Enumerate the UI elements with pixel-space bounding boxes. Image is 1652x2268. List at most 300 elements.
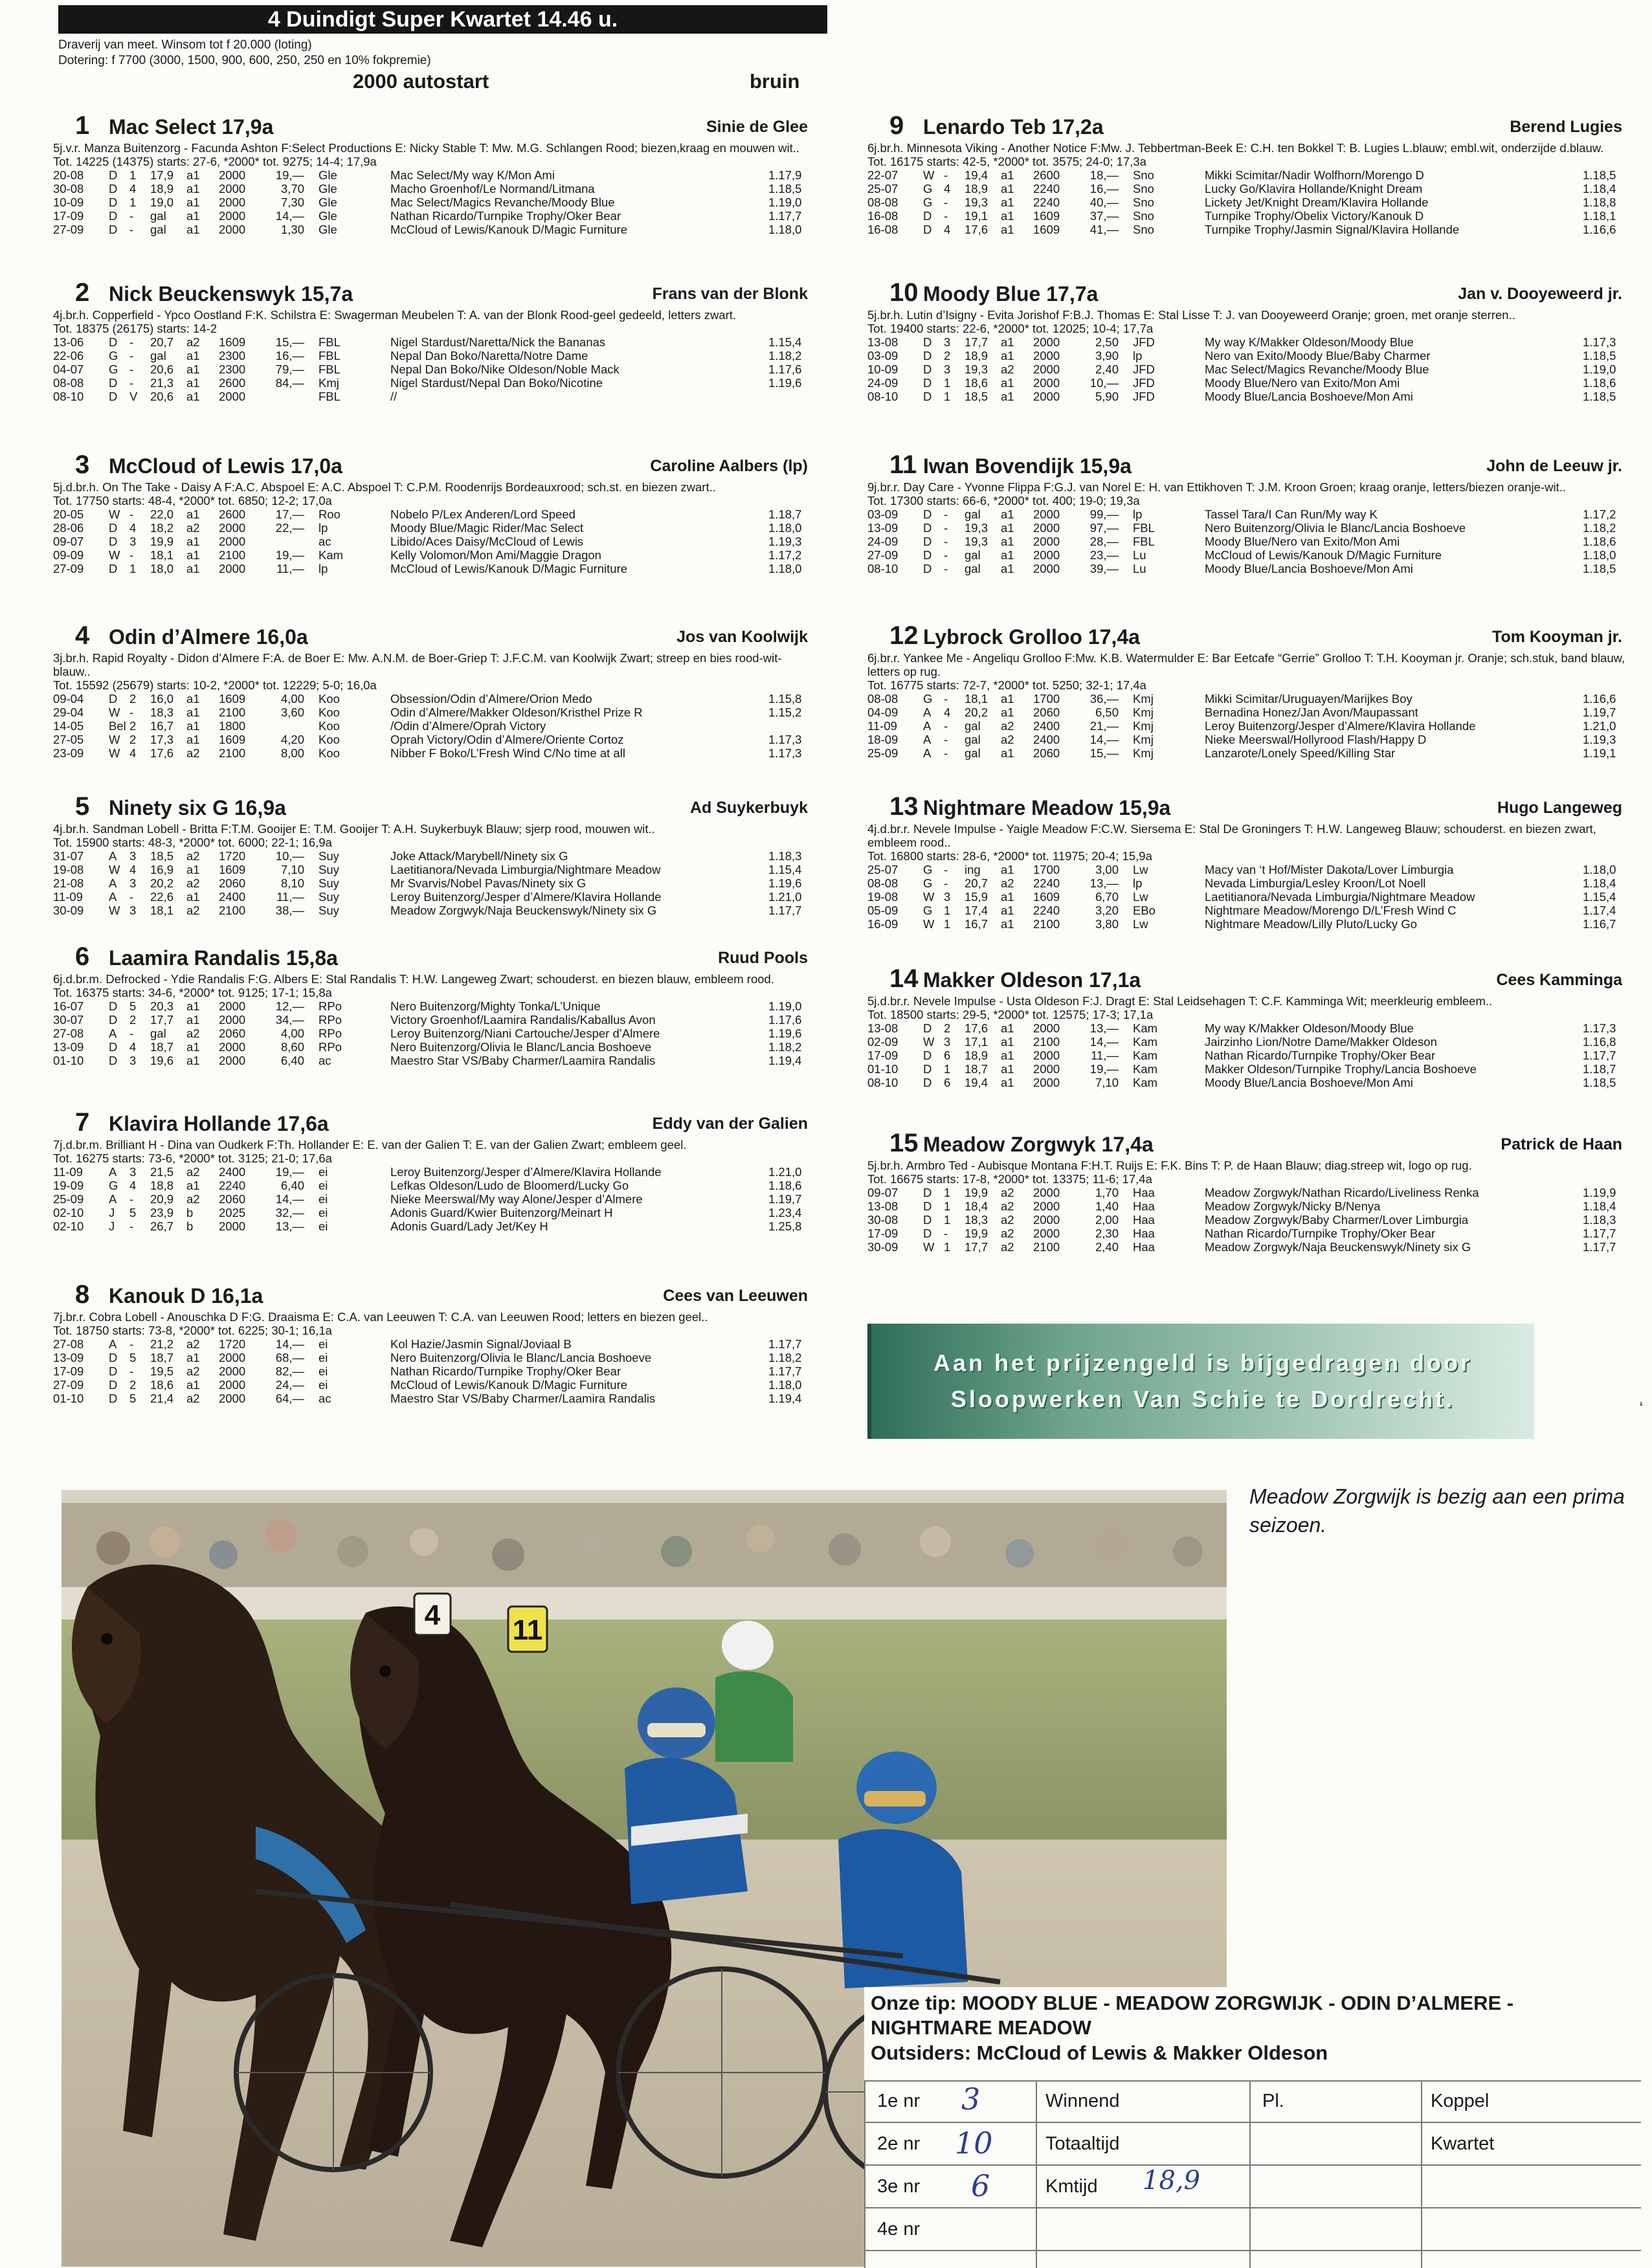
result-cell: a1 [1001, 521, 1014, 535]
result-cell: W [923, 1035, 935, 1049]
result-cell: 3,70 [280, 182, 304, 195]
result-cell: 1 [944, 904, 951, 917]
result-cell: 2240 [1033, 195, 1060, 209]
result-row [866, 349, 1630, 362]
horse-name: McCloud of Lewis 17,0a [109, 454, 342, 478]
result-cell: 17-09 [53, 209, 84, 223]
result-cell: Kam [1133, 1049, 1158, 1062]
result-cell: 20,2 [965, 706, 988, 719]
result-cell: Gle [318, 182, 337, 195]
result-cell: 1 [129, 168, 137, 182]
result-cell: gal [965, 719, 981, 733]
result-cell: a1 [1001, 335, 1014, 349]
result-cell: RPo [318, 999, 342, 1013]
horse-totals: Tot. 17300 starts: 66-6, *2000* tot. 400; 19-0; 19,3a [867, 494, 1140, 507]
result-row [52, 1351, 816, 1364]
result-cell: Makker Oldeson/Turnpike Trophy/Lancia Boshoeve [1205, 1062, 1477, 1076]
result-cell: 4 [129, 1179, 137, 1192]
horse-totals: Tot. 16175 starts: 42-5, *2000* tot. 3575; 24-0; 17,3a [867, 155, 1146, 168]
result-cell: gal [965, 733, 981, 746]
result-cell: Meadow Zorgwyk/Baby Charmer/Lover Limburgia [1205, 1213, 1469, 1227]
result-cell: 27-08 [53, 1027, 84, 1040]
result-cell: Sno [1133, 195, 1154, 209]
result-cell: Nathan Ricardo/Turnpike Trophy/Oker Bear [390, 209, 621, 223]
result-cell: 1.17,6 [768, 1013, 802, 1027]
result-cell: 17,7 [150, 1013, 174, 1027]
result-cell: 19,— [1089, 1062, 1119, 1076]
driver-name: Eddy van der Galien [652, 1115, 808, 1133]
result-cell: 2000 [219, 562, 246, 575]
result-cell: Koo [318, 719, 340, 733]
result-cell: 1609 [219, 692, 246, 706]
horse-header [52, 621, 816, 651]
horse-name: Meadow Zorgwyk 17,4a [923, 1133, 1154, 1156]
result-cell: 2 [129, 692, 137, 706]
result-cell: 14,— [1089, 1035, 1119, 1049]
horse-entry [52, 942, 816, 1067]
result-cell: a1 [1001, 692, 1014, 706]
result-cell: 14-05 [53, 719, 84, 733]
result-cell: 1.19,9 [1583, 1186, 1616, 1199]
race-tip: Onze tip: MOODY BLUE - MEADOW ZORGWIJK - ODIN D’ALMERE - NIGHTMARE MEADOW [871, 1992, 1514, 2039]
result-cell: 14,— [1089, 733, 1119, 746]
result-cell: 18,5 [150, 849, 174, 863]
result-row [52, 849, 816, 863]
result-row [866, 706, 1630, 719]
result-cell: D [109, 999, 118, 1013]
result-cell: 1.17,7 [1583, 1049, 1616, 1062]
result-cell: 01-10 [53, 1392, 84, 1405]
driver-name: Frans van der Blonk [652, 285, 808, 303]
result-cell: Haa [1133, 1227, 1155, 1240]
result-row [866, 719, 1630, 733]
result-cell: 3,90 [1095, 349, 1119, 362]
result-cell: 19,4 [965, 168, 988, 182]
result-cell: 2000 [1033, 548, 1060, 562]
result-row [52, 890, 816, 904]
result-row [52, 349, 816, 362]
result-cell: 1.23,4 [768, 1206, 802, 1219]
handwritten-first: 3 [961, 2082, 981, 2117]
result-cell: a2 [186, 1392, 200, 1405]
form-pl-label: Pl. [1262, 2091, 1284, 2111]
result-cell: 19,0 [150, 195, 174, 209]
result-cell: 13-06 [53, 335, 84, 349]
result-cell: D [109, 535, 118, 548]
result-cell: RPo [318, 1027, 342, 1040]
result-cell: 5 [129, 999, 137, 1013]
result-cell: D [109, 1378, 118, 1392]
result-cell: a1 [186, 1378, 200, 1392]
result-cell: 2300 [219, 362, 246, 376]
result-cell: 18,1 [150, 904, 174, 917]
start-type: 2000 autostart [353, 70, 489, 93]
result-cell: - [129, 507, 134, 521]
horse-name: Nick Beuckenswyk 15,7a [109, 282, 353, 306]
result-cell: Kam [318, 548, 344, 562]
result-cell: 2 [129, 1378, 137, 1392]
result-cell: 18,7 [150, 1040, 174, 1054]
result-row [52, 168, 816, 182]
result-cell: A [109, 849, 117, 863]
result-cell: /Odin d’Almere/Oprah Victory [390, 719, 546, 733]
result-cell: 2100 [219, 706, 246, 719]
result-cell: 16,7 [150, 719, 174, 733]
result-cell: D [109, 209, 118, 223]
result-cell: 2060 [219, 1192, 246, 1206]
horse-number: 8 [75, 1280, 90, 1309]
race-condition-line: Draverij van meet. Winsom tot f 20.000 (loting) [58, 38, 312, 52]
result-cell: JFD [1133, 335, 1155, 349]
result-cell: 18,6 [965, 376, 988, 390]
horse-pedigree: 5j.br.h. Lutin d’Isigny - Evita Jorishof F:B.J. Thomas E: Stal Lisse T: J. van Dooyeweerd Oranje; groen, met oranje sterren.. [867, 308, 1515, 322]
result-cell: D [923, 1199, 932, 1213]
result-cell: 20,7 [150, 335, 174, 349]
result-cell: 2025 [219, 1206, 246, 1219]
result-cell: 2000 [1033, 1186, 1060, 1199]
result-cell: 1.18,4 [1583, 182, 1616, 195]
result-cell: Sno [1133, 209, 1154, 223]
result-cell: FBL [318, 349, 340, 362]
result-cell: 7,30 [280, 195, 304, 209]
result-cell: D [923, 562, 932, 575]
result-cell: 24-09 [867, 376, 899, 390]
result-cell: Bernadina Honez/Jan Avon/Maupassant [1205, 706, 1418, 719]
result-cell: a1 [1001, 376, 1014, 390]
result-cell: Libido/Aces Daisy/McCloud of Lewis [390, 535, 584, 548]
result-cell: 10-09 [53, 195, 84, 209]
result-cell: 18,7 [965, 1062, 988, 1076]
race-dotation-line: Dotering: f 7700 (3000, 1500, 900, 600, 250, 250 en 10% fokpremie) [58, 54, 431, 67]
result-cell: - [129, 349, 134, 362]
horse-entry [866, 964, 1630, 1089]
horse-pedigree: 9j.br.r. Day Care - Yvonne Flippa F:G.J. van Norel E: H. van Ettikhoven T: J.M. Kroon Groen; kraag oranje, letters/biezen oranje-wit.. [867, 480, 1566, 494]
result-cell: a1 [186, 999, 200, 1013]
result-cell: 2000 [1033, 507, 1060, 521]
result-cell: a1 [1001, 1049, 1014, 1062]
result-cell: D [923, 390, 932, 403]
result-cell: 27-09 [867, 548, 899, 562]
result-cell: D [923, 521, 932, 535]
result-cell: 2,00 [1095, 1213, 1119, 1227]
result-cell: 21,2 [150, 1337, 174, 1351]
result-cell: 99,— [1089, 507, 1119, 521]
result-cell: 1.18,5 [1583, 562, 1616, 575]
result-cell: Lw [1133, 917, 1148, 931]
horse-totals: Tot. 14225 (14375) starts: 27-6, *2000* tot. 9275; 14-4; 17,9a [53, 155, 377, 168]
result-cell: 2240 [1033, 182, 1060, 195]
result-cell: 16,9 [150, 863, 174, 876]
sponsor-line-1: Aan het prijzengeld is bijgedragen door [933, 1350, 1473, 1376]
result-cell: 2000 [1033, 1049, 1060, 1062]
result-cell: a2 [186, 876, 200, 890]
result-cell: 1.18,3 [1583, 1213, 1616, 1227]
result-cell: D [109, 1364, 118, 1378]
horse-totals: Tot. 15900 starts: 48-3, *2000* tot. 6000; 22-1; 16,9a [53, 836, 332, 849]
result-cell: Oprah Victory/Odin d’Almere/Oriente Cortoz [390, 733, 624, 746]
result-cell: 18,1 [965, 692, 988, 706]
result-cell: 22,6 [150, 890, 174, 904]
result-cell: JFD [1133, 390, 1155, 403]
result-row [866, 733, 1630, 746]
result-cell: 82,— [275, 1364, 304, 1378]
horse-header [52, 1108, 816, 1138]
result-cell: 2000 [1033, 1062, 1060, 1076]
result-row [866, 1049, 1630, 1062]
result-cell: 5 [129, 1392, 137, 1405]
result-cell: 08-08 [53, 376, 84, 390]
result-cell: 1700 [1033, 863, 1060, 876]
result-cell: 6 [944, 1076, 951, 1089]
result-cell: Lu [1133, 562, 1146, 575]
result-cell: 20-05 [53, 507, 84, 521]
result-cell: 2000 [1033, 1076, 1060, 1089]
result-row [52, 746, 816, 760]
result-cell: 1.16,8 [1583, 1035, 1616, 1049]
result-cell: - [129, 376, 134, 390]
result-cell: 3,80 [1095, 917, 1119, 931]
result-cell: 16-09 [867, 917, 899, 931]
result-cell: A [109, 890, 117, 904]
result-cell: 2060 [1033, 706, 1060, 719]
result-cell: A [923, 719, 932, 733]
result-cell: 1.19,1 [1583, 746, 1616, 760]
result-cell: 27-08 [53, 1337, 84, 1351]
result-cell: 6,70 [1095, 890, 1119, 904]
result-cell: 1.18,2 [1583, 521, 1616, 535]
result-cell: 21,— [1089, 719, 1119, 733]
result-cell: 18,7 [150, 1351, 174, 1364]
result-cell: 11-09 [53, 890, 83, 904]
result-cell: - [129, 1337, 134, 1351]
result-cell: 1 [129, 195, 137, 209]
result-cell: 1.18,6 [1583, 535, 1616, 548]
result-cell: 2000 [219, 1351, 246, 1364]
race-outsiders: Outsiders: McCloud of Lewis & Makker Oldeson [871, 2041, 1328, 2064]
result-cell: Lu [1133, 548, 1146, 562]
result-cell: 25-09 [53, 1192, 84, 1206]
result-cell: - [944, 562, 948, 575]
result-cell: 2000 [219, 182, 246, 195]
result-cell: D [923, 1062, 932, 1076]
result-row [52, 1054, 816, 1067]
result-cell: 1,40 [1095, 1199, 1119, 1213]
result-cell: 19-09 [53, 1179, 84, 1192]
result-cell: - [944, 209, 948, 223]
result-cell: 2100 [219, 904, 246, 917]
result-cell: 1.17,7 [768, 1364, 802, 1378]
result-cell: Nieke Meerswal/Hollyrood Flash/Happy D [1205, 733, 1427, 746]
result-cell: 18,9 [965, 1049, 988, 1062]
result-cell: a1 [186, 168, 200, 182]
result-cell: 1.15,8 [768, 692, 802, 706]
horse-pedigree: 4j.br.h. Copperfield - Ypco Oostland F:K. Schilstra E: Swagerman Meubelen T: A. van der Blonk Rood-geel gedeeld, letters zwart. [53, 308, 737, 322]
result-cell: - [944, 507, 948, 521]
result-cell: JFD [1133, 376, 1155, 390]
result-cell: - [129, 1192, 134, 1206]
horse-pedigree: 5j.v.r. Manza Buitenzorg - Facunda Ashton F:Select Productions E: Nicky Stable T: Mw. M.G. Schlangen Rood; biezen,kraag en mouwen wit.. [53, 141, 800, 155]
result-cell: 16,— [1089, 182, 1119, 195]
result-cell: a1 [186, 1054, 200, 1067]
result-cell: Kmj [1133, 719, 1154, 733]
result-cell: 3 [944, 335, 951, 349]
result-cell: J [109, 1219, 115, 1233]
result-row [866, 209, 1630, 223]
result-cell: 84,— [275, 376, 304, 390]
result-row [52, 335, 816, 349]
result-cell: Meadow Zorgwyk/Naja Beuckenswyk/Ninety six G [1205, 1240, 1471, 1254]
result-cell: gal [965, 746, 981, 760]
horse-number: 13 [889, 792, 919, 821]
result-cell: 3,00 [1095, 863, 1119, 876]
result-cell: a1 [186, 209, 200, 223]
result-row [52, 1392, 816, 1405]
horse-name: Makker Oldeson 17,1a [923, 968, 1141, 992]
result-cell: FBL [318, 390, 340, 403]
horse-entry [866, 278, 1630, 403]
result-cell: 17,— [275, 507, 304, 521]
result-cell: 1 [944, 1186, 951, 1199]
result-row [866, 335, 1630, 349]
result-cell: Nigel Stardust/Naretta/Nick the Bananas [390, 335, 606, 349]
result-row [866, 1199, 1630, 1213]
result-cell: 14,— [275, 209, 304, 223]
horse-header [52, 450, 816, 480]
result-cell: 36,— [1089, 692, 1119, 706]
result-cell: 1.21,0 [768, 890, 802, 904]
form-kmtijd-label: Kmtijd [1045, 2176, 1098, 2197]
result-cell: 2,40 [1095, 362, 1119, 376]
result-cell: ac [318, 1054, 331, 1067]
result-cell: D [923, 1049, 932, 1062]
result-cell: Nero Buitenzorg/Olivia le Blanc/Lancia Boshoeve [390, 1040, 652, 1054]
result-cell: 1.17,7 [768, 1337, 802, 1351]
result-cell: 1 [944, 1213, 951, 1227]
result-cell: a1 [1001, 1062, 1014, 1076]
result-cell: 08-08 [867, 692, 899, 706]
result-cell: Sno [1133, 182, 1154, 195]
result-cell: G [923, 863, 933, 876]
horse-entry [866, 111, 1630, 236]
result-cell: 27-05 [53, 733, 84, 746]
result-cell: 97,— [1089, 521, 1119, 535]
result-cell: D [109, 521, 118, 535]
result-row [52, 1040, 816, 1054]
result-cell: 1.18,6 [1583, 376, 1616, 390]
result-cell: a1 [186, 223, 200, 236]
scan-mark: ‘ [1639, 1398, 1644, 1419]
result-row [52, 182, 816, 195]
result-row [866, 1240, 1630, 1254]
result-cell: 1,30 [280, 223, 304, 236]
result-cell: 2 [944, 349, 951, 362]
result-row [52, 1364, 816, 1378]
result-row [52, 195, 816, 209]
result-cell: Maestro Star VS/Baby Charmer/Laamira Randalis [390, 1054, 656, 1067]
result-cell: Victory Groenhof/Laamira Randalis/Kaballus Avon [390, 1013, 656, 1027]
result-cell: 1.17,3 [1583, 335, 1616, 349]
result-cell: Suy [318, 849, 339, 863]
result-cell: A [923, 706, 932, 719]
result-row [52, 548, 816, 562]
result-cell: 2400 [1033, 719, 1060, 733]
result-cell: Kam [1133, 1021, 1158, 1035]
result-cell: D [109, 692, 118, 706]
result-cell: a2 [1001, 1186, 1014, 1199]
horse-totals: Tot. 17750 starts: 48-4, *2000* tot. 6850; 12-2; 17,0a [53, 494, 332, 507]
result-cell: 1.21,0 [1583, 719, 1616, 733]
result-cell: 25-07 [867, 182, 899, 195]
result-cell: a2 [186, 521, 200, 535]
horse-totals: Tot. 18375 (26175) starts: 14-2 [53, 322, 217, 335]
form-winnend-label: Winnend [1045, 2091, 1120, 2111]
result-cell: Obsession/Odin d’Almere/Orion Medo [390, 692, 592, 706]
result-cell: 1 [944, 1199, 951, 1213]
horse-entry [52, 278, 816, 403]
result-cell: W [923, 917, 935, 931]
result-cell: 08-10 [867, 390, 899, 403]
horse-totals: Tot. 16800 starts: 28-6, *2000* tot. 11975; 20-4; 15,9a [867, 849, 1152, 863]
result-cell: 1609 [219, 733, 246, 746]
result-cell: 01-10 [53, 1054, 84, 1067]
result-row [866, 168, 1630, 182]
result-cell: 2240 [219, 1179, 246, 1192]
horse-number: 9 [889, 111, 904, 140]
result-cell: 2000 [219, 521, 246, 535]
result-cell: A [109, 1337, 117, 1351]
result-cell: b [186, 1219, 194, 1233]
result-cell: 1.19,4 [768, 1392, 802, 1405]
result-cell: D [923, 548, 932, 562]
horse-entry [866, 792, 1630, 931]
result-cell: gal [150, 1027, 166, 1040]
result-cell: 1 [944, 1062, 951, 1076]
horse-entry [52, 1108, 816, 1233]
result-cell: Meadow Zorgwyk/Nicky B/Nenya [1205, 1199, 1381, 1213]
result-cell: a2 [186, 1192, 200, 1206]
result-cell: 3 [944, 1035, 951, 1049]
horse-number: 6 [75, 942, 90, 971]
result-cell: 27-09 [53, 223, 84, 236]
sponsor-line-2: Sloopwerken Van Schie te Dordrecht. [950, 1386, 1455, 1412]
result-cell: 32,— [275, 1206, 304, 1219]
result-cell: FBL [318, 362, 340, 376]
result-cell: 24-09 [867, 535, 899, 548]
result-cell: 1.18,5 [1583, 390, 1616, 403]
result-cell: 20,6 [150, 390, 174, 403]
result-cell: 21,4 [150, 1392, 174, 1405]
result-cell: Kmj [318, 376, 339, 390]
result-cell: 11,— [1091, 1049, 1119, 1062]
result-cell: 19,3 [965, 521, 988, 535]
result-cell: a2 [186, 1337, 200, 1351]
result-cell: a2 [186, 904, 200, 917]
horse-pedigree: 5j.d.br.h. On The Take - Daisy A F:A.C. Abspoel E: A.C. Abspoel T: C.P.M. Roodenrijs Bordeauxrood; sch.st. en biezen zwart.. [53, 480, 716, 494]
result-cell: 18,9 [150, 182, 174, 195]
result-cell: 1.19,0 [768, 195, 802, 209]
result-cell: FBL [318, 335, 340, 349]
result-cell: Roo [318, 507, 340, 521]
result-cell: Mac Select/My way K/Mon Ami [390, 168, 555, 182]
result-cell: 18,8 [150, 1179, 174, 1192]
result-cell: D [923, 335, 932, 349]
horse-entry [52, 621, 816, 760]
result-cell: G [923, 876, 933, 890]
result-cell: 2240 [1033, 876, 1060, 890]
result-cell: 18,9 [965, 349, 988, 362]
result-cell: 18,0 [150, 562, 174, 575]
result-cell: D [109, 1351, 118, 1364]
